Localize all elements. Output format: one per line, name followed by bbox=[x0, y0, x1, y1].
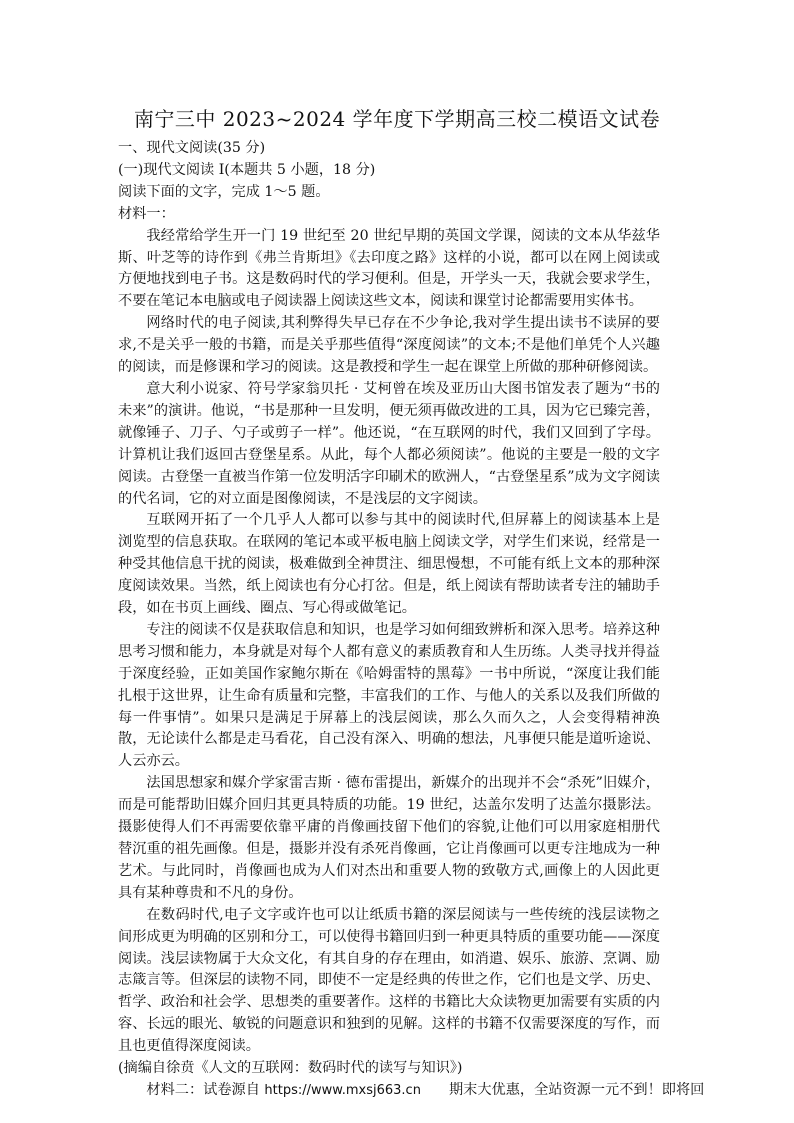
paragraph: 法国思想家和媒介学家雷吉斯 · 德布雷提出，新媒介的出现并不会“杀死”旧媒介，而是可能帮助旧媒介回归其更具特质的功能。19 世纪，达盖尔发明了达盖尔摄影法。摄影使得人们不再需要依靠平庸的肖像画技留下他们的容貌,让他们可以用家庭相册代替沉重的祖先画像。但是，摄影并没有杀死肖像画，它让肖像画可以更专注地成为一种艺术。与此同时，肖像画也成为人们对杰出和重要人物的致敬方式,画像上的人因此更具有某种尊贵和不凡的身份。 bbox=[118, 775, 660, 901]
subsection-heading: (一)现代文阅读 I(本题共 5 小题，18 分) bbox=[118, 161, 376, 178]
section-heading: 一、现代文阅读(35 分) bbox=[118, 140, 266, 156]
material-2-line bbox=[118, 1080, 705, 1102]
source-url-link[interactable]: https://www.mxsj663.cn bbox=[264, 1082, 421, 1098]
paragraph: 意大利小说家、符号学家翁贝托 · 艾柯曾在埃及亚历山大图书馆发表了题为“书的未来”的演讲。他说，“书是那种一旦发明，便无须再做改进的工具，因为它已臻完善，就像锤子、刀子、勺子或剪子一样”。他还说，“在互联网的时代，我们又回到了字母。计算机让我们返回古登堡星系。从此，每个人都必须阅读”。他说的主要是一般的文字阅读。古登堡一直被当作第一位发明活字印刷术的欧洲人，“古登堡星系”成为文字阅读的代名词，它的对立面是图像阅读，不是浅层的文字阅读。 bbox=[118, 380, 660, 507]
material-label: 材料二：试卷源自 bbox=[146, 1081, 260, 1098]
page-title: 南宁三中 2023~2024 学年度下学期高三校二模语文试卷 bbox=[133, 107, 661, 131]
paragraph: 网络时代的电子阅读,其利弊得失早已存在不少争论,我对学生提出读书不读屏的要求,不是关乎一般的书籍，而是关乎那些值得“深度阅读”的文本;不是他们单凭个人兴趣的阅读，而是修课和学习的阅读。这是教授和学生一起在课堂上所做的那种研修阅读。 bbox=[118, 315, 660, 376]
material-label: 材料一： bbox=[118, 205, 175, 222]
promo-text: 期末大优惠，全站资源一元不到！即将回 bbox=[448, 1081, 705, 1098]
paragraph: 在数码时代,电子文字或许也可以让纸质书籍的深层阅读与一些传统的浅层读物之间形成更为明确的区别和分工，可以使得书籍回归到一种更具特质的重要功能——深度阅读。浅层读物属于大众文化，有其自身的存在理由，如消遣、娱乐、旅游、烹调、励志箴言等。但深层的读物不同，即使不一定是经典的传世之作，它们也是文学、历史、哲学、政治和社会学、思想类的重要著作。这样的书籍比大众读物更加需要有实质的内容、长远的眼光、敏锐的问题意识和独到的见解。这样的书籍不仅需要深度的写作，而且也更值得深度阅读。 bbox=[118, 906, 660, 1055]
instruction-text: 阅读下面的文字，完成 1～5 题。 bbox=[118, 183, 330, 200]
source-citation: (摘编自徐贲《人文的互联网：数码时代的读写与知识》) bbox=[118, 1060, 463, 1077]
paragraph: 专注的阅读不仅是获取信息和知识，也是学习如何细致辨析和深入思考。培养这种思考习惯和能力，本身就是对每个人都有意义的素质教育和人生历练。人类寻找并得益于深度经验，正如美国作家鲍尔斯在《哈姆雷特的黑莓》一书中所说，“深度让我们能扎根于这世界，让生命有质量和完整，丰富我们的工作、与他人的关系以及我们所做的每一件事情”。如果只是满足于屏幕上的浅层阅读，那么久而久之，人会变得精神涣散，无论读什么都是走马看花，自己没有深入、明确的想法，凡事便只能是道听途说、人云亦云。 bbox=[118, 621, 660, 770]
paragraph: 我经常给学生开一门 19 世纪至 20 世纪早期的英国文学课，阅读的文本从华兹华斯、叶芝等的诗作到《弗兰肯斯坦》《去印度之路》这样的小说，都可以在网上阅读或方便地找到电子书。这是数码时代的学习便利。但是，开学头一天，我就会要求学生，不要在笔记本电脑或电子阅读器上阅读这些文本，阅读和课堂讨论都需要用实体书。 bbox=[118, 227, 660, 310]
paragraph: 互联网开拓了一个几乎人人都可以参与其中的阅读时代,但屏幕上的阅读基本上是浏览型的信息获取。在联网的笔记本或平板电脑上阅读文学，对学生们来说，经常是一种受其他信息干扰的阅读，极难做到全神贯注、细思慢想，不可能有纸上文本的那种深度阅读效果。当然，纸上阅读也有分心打岔。但是，纸上阅读有帮助读者专注的辅助手段，如在书页上画线、圈点、写心得或做笔记。 bbox=[118, 512, 660, 617]
document-body bbox=[118, 138, 705, 1102]
